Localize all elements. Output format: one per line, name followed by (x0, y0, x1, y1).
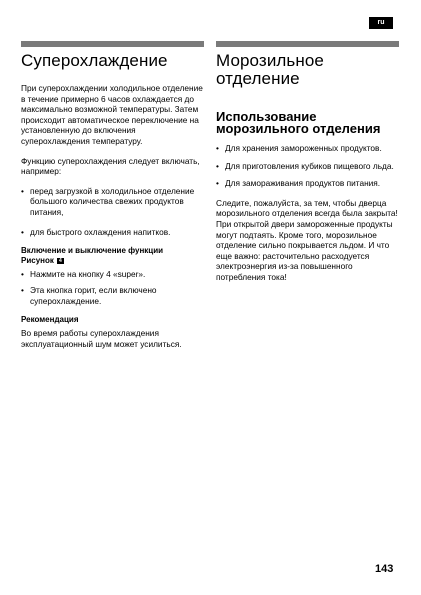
section-rule (21, 41, 204, 47)
list-item: • Для хранения замороженных продуктов. (216, 143, 399, 154)
intro-paragraph: При суперохлаждении холодильное отделение в течение примерно 6 часов охлаждается до максимально возможной температуры. Затем происходит автоматическое переключение на установленную до включения суперохлаждения температуру. (21, 83, 203, 146)
page-number: 143 (375, 563, 394, 575)
right-column (216, 41, 399, 283)
door-note-paragraph: Следите, пожалуйста, за тем, чтобы дверца морозильного отделения всегда была закрыта! При открытой двери замороженные продукты могут подтаять. Кроме того, морозильное отделение сильно покрывается льдом. И что еще важно: расточительно расходуется электроэнергия из-за повышенного потребления тока! (216, 197, 398, 282)
subsection-title: Использование морозильного отделения (216, 109, 381, 136)
recommendation-heading: Рекомендация (21, 315, 79, 325)
usage-list (21, 186, 204, 237)
recommendation-paragraph: Во время работы суперохлаждения эксплуатационный шум может усилиться. (21, 327, 182, 349)
list-item: • Нажмите на кнопку 4 «super». (21, 269, 204, 280)
language-tab: ru (369, 17, 393, 29)
list-item: • Для приготовления кубиков пищевого льда. (216, 161, 399, 172)
list-item: • перед загрузкой в холодильное отделение большого количества свежих продуктов питания, (21, 186, 204, 218)
figure-reference (21, 256, 204, 266)
usage-paragraph: Функцию суперохлаждения следует включать, например: (21, 155, 200, 177)
section-rule (216, 41, 399, 47)
figure-number-box: 4 (57, 258, 64, 264)
list-item: • Эта кнопка горит, если включено суперохлаждение. (21, 285, 204, 306)
left-column (21, 41, 204, 349)
list-item: • Для замораживания продуктов питания. (216, 178, 399, 189)
section-title-supercooling: Суперохлаждение (21, 51, 168, 70)
section-title-freezer: Морозильное отделение (216, 51, 324, 88)
freezer-use-list (216, 143, 399, 189)
list-item: • для быстрого охлаждения напитков. (21, 227, 204, 238)
onoff-list (21, 269, 204, 307)
figure-label: Рисунок (21, 255, 54, 265)
onoff-heading: Включение и выключение функции (21, 246, 164, 256)
